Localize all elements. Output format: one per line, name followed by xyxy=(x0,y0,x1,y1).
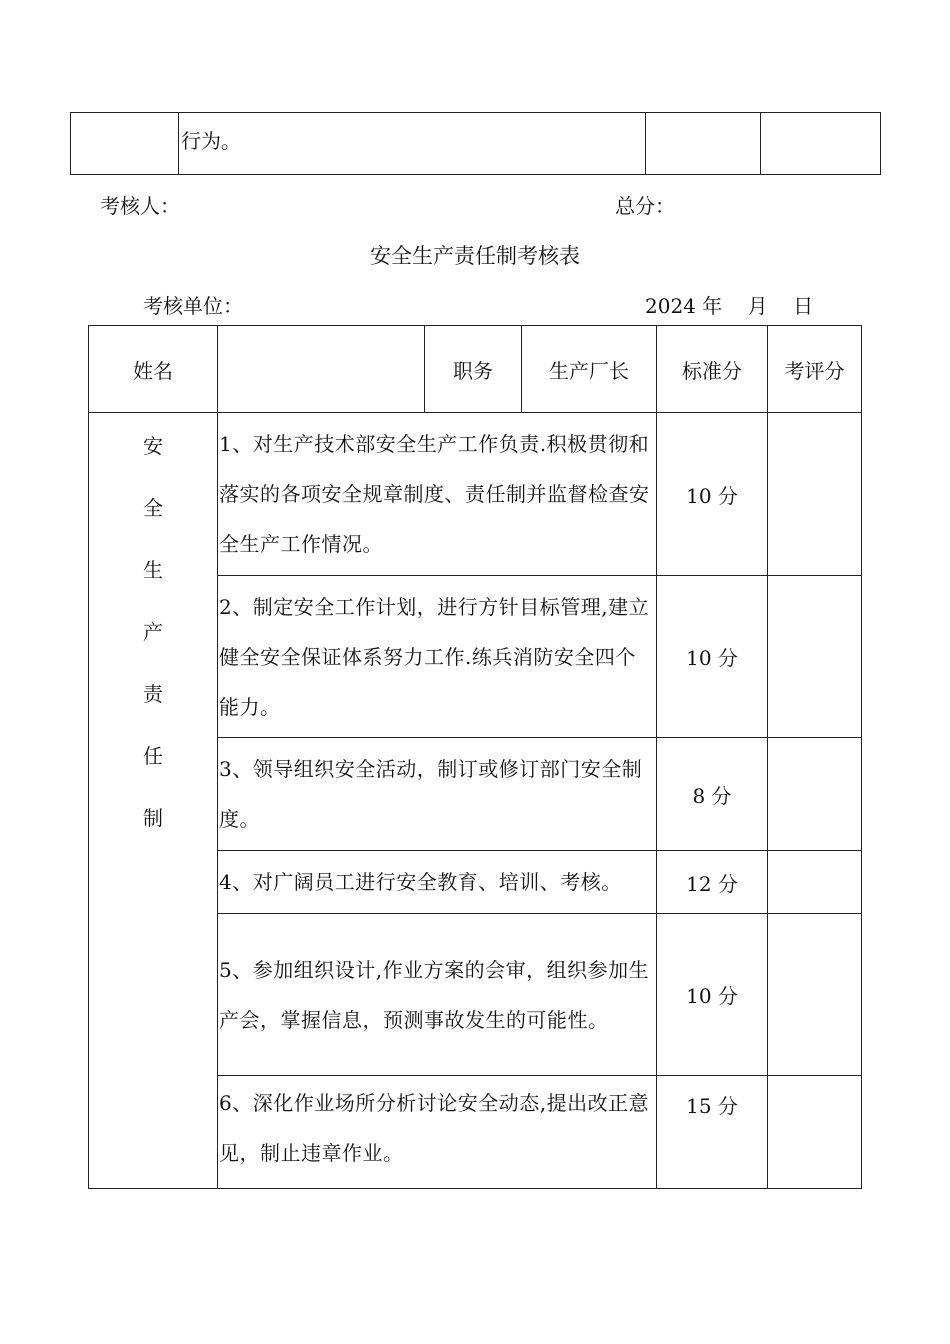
name-label: 姓名 xyxy=(89,326,218,413)
item-text: 4、对广阔员工进行安全教育、培训、考核。 xyxy=(218,851,657,914)
item-text: 6、深化作业场所分析讨论安全动态,提出改正意见，制止违章作业。 xyxy=(218,1076,657,1189)
assessor-label: 考核人： xyxy=(100,194,180,218)
category-char: 安 xyxy=(143,434,163,458)
top-row-text: 行为。 xyxy=(179,113,646,175)
date-label: 2024 年 月 日 xyxy=(645,294,814,318)
position-value: 生产厂长 xyxy=(522,326,657,413)
unit-label: 考核单位： xyxy=(143,294,243,318)
category-char: 责 xyxy=(143,682,163,706)
standard-score-header: 标准分 xyxy=(657,326,768,413)
item-text: 1、对生产技术部安全生产工作负责.积极贯彻和落实的各项安全规章制度、责任制并监督检查安全生产工作情况。 xyxy=(218,413,657,576)
assessment-table xyxy=(88,325,862,1189)
item-points: 10 分 xyxy=(657,576,768,738)
item-text: 2、制定安全工作计划，进行方针目标管理,建立健全安全保证体系努力工作.练兵消防安全四个能力。 xyxy=(218,576,657,738)
top-empty-cell xyxy=(71,113,179,175)
total-score-label: 总分： xyxy=(615,194,675,218)
item-points: 8 分 xyxy=(657,738,768,851)
item-points: 12 分 xyxy=(657,851,768,914)
item-score xyxy=(768,738,862,851)
item-score xyxy=(768,576,862,738)
item-score xyxy=(768,851,862,914)
category-char: 任 xyxy=(143,744,163,768)
item-points: 10 分 xyxy=(657,413,768,576)
top-points-cell xyxy=(646,113,761,175)
item-text: 3、领导组织安全活动，制订或修订部门安全制度。 xyxy=(218,738,657,851)
top-score-cell xyxy=(761,113,881,175)
item-points: 15 分 xyxy=(657,1076,768,1189)
category-char: 产 xyxy=(143,620,163,644)
top-fragment-table xyxy=(70,112,881,175)
page-title: 安全生产责任制考核表 xyxy=(370,244,580,268)
item-score xyxy=(768,1076,862,1189)
item-score xyxy=(768,914,862,1076)
position-label: 职务 xyxy=(425,326,522,413)
item-points: 10 分 xyxy=(657,914,768,1076)
category-char: 全 xyxy=(143,496,163,520)
item-score xyxy=(768,413,862,576)
category-char: 制 xyxy=(143,806,163,830)
item-text: 5、参加组织设计,作业方案的会审，组织参加生产会，掌握信息，预测事故发生的可能性。 xyxy=(218,914,657,1076)
category-char: 生 xyxy=(143,558,163,582)
category-cell xyxy=(89,413,218,1189)
evaluation-score-header: 考评分 xyxy=(768,326,862,413)
name-value xyxy=(218,326,425,413)
